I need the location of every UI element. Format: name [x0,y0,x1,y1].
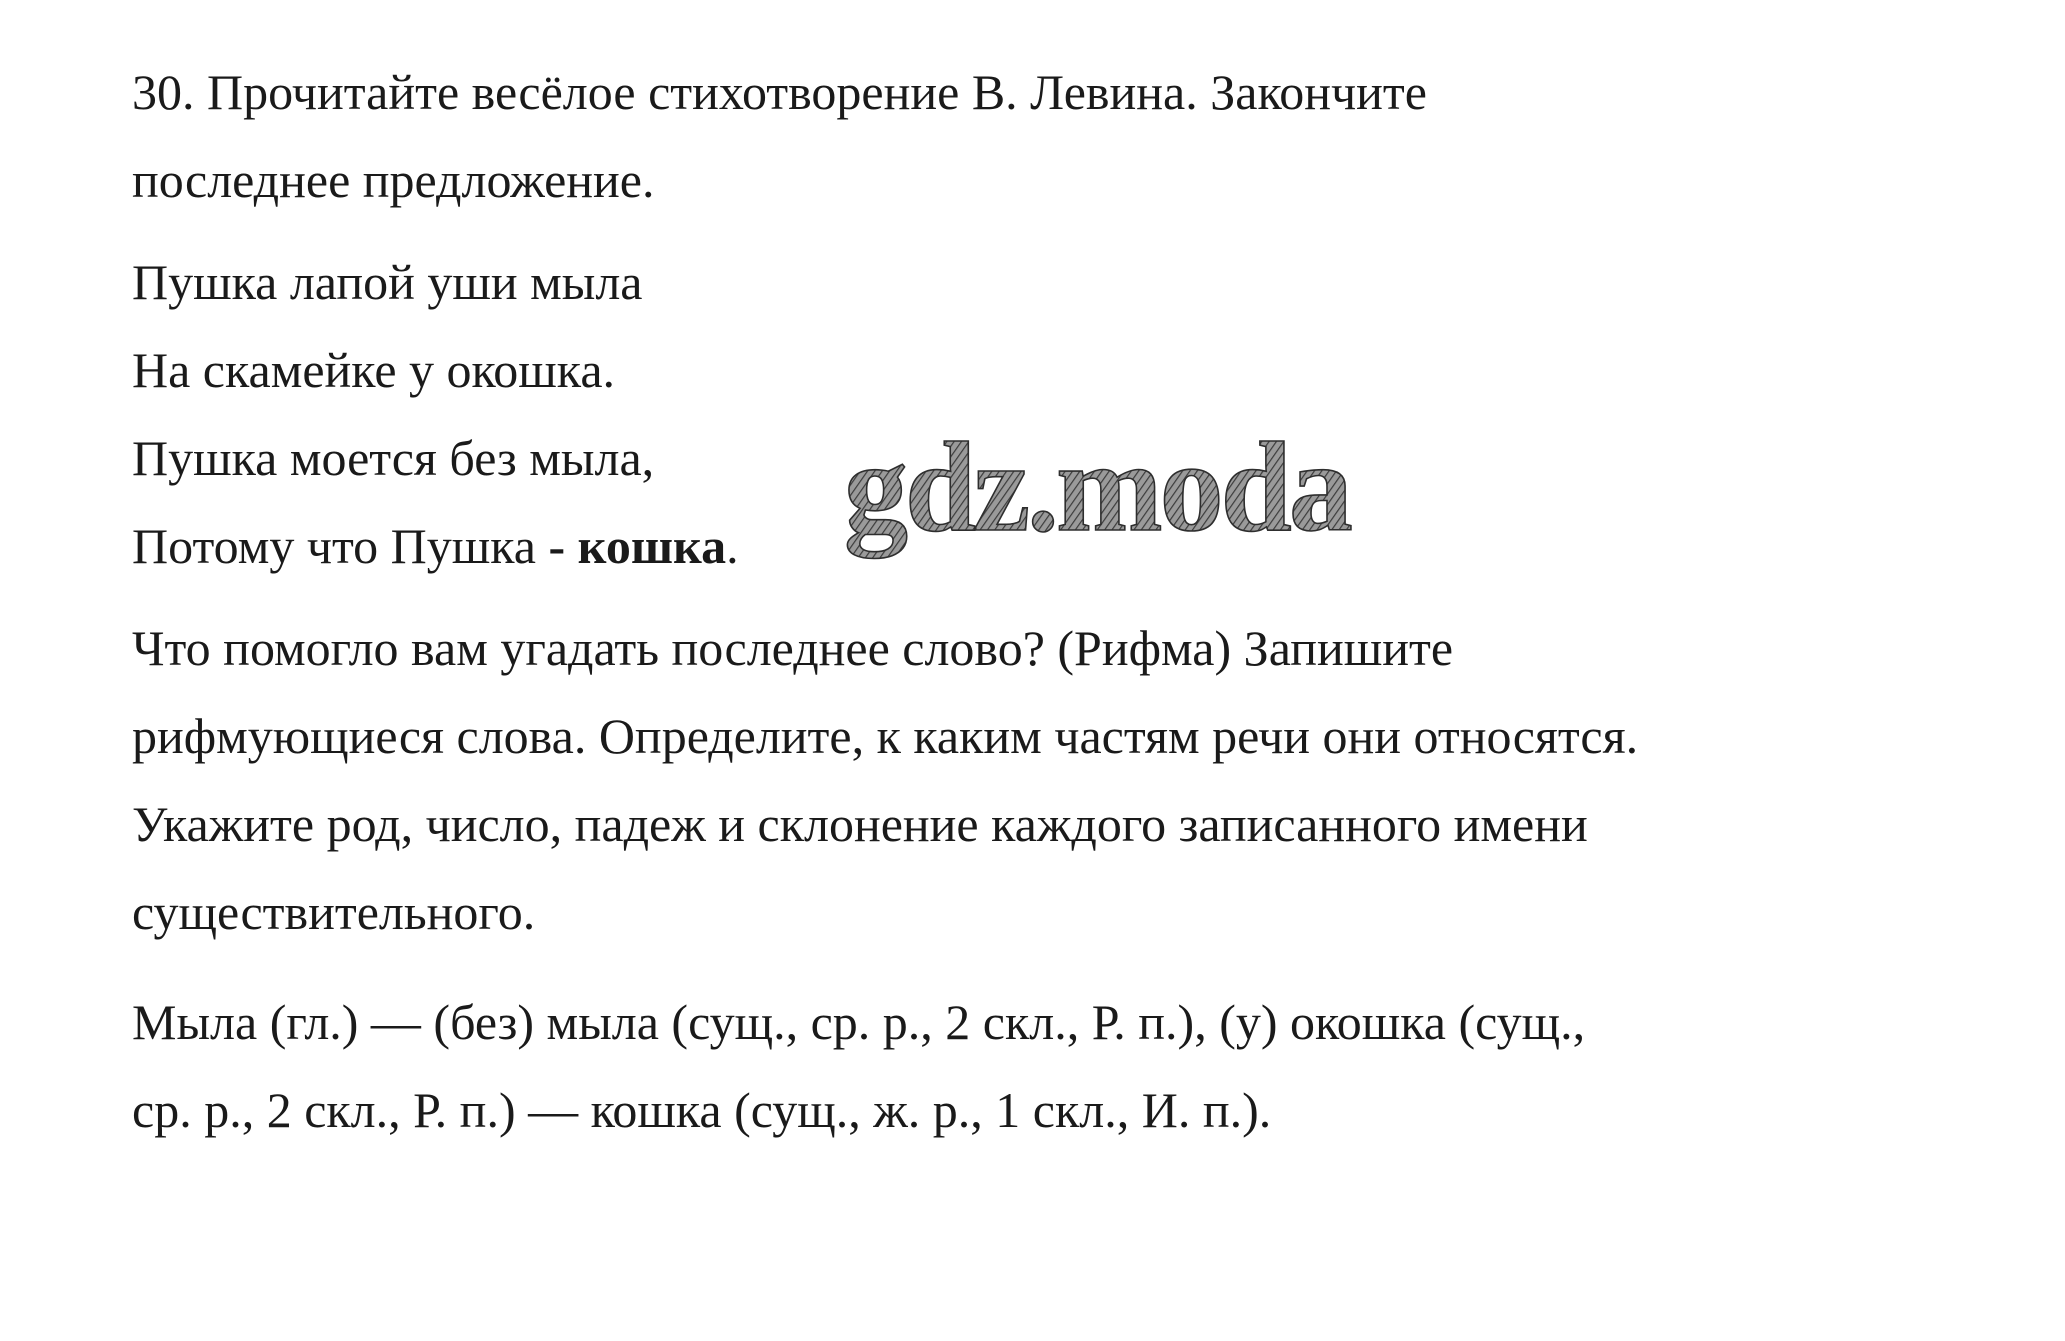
poem-answer-word: кошка [577,518,727,574]
poem-line: Пушка моется без мыла, [132,430,655,486]
poem-line: На скамейке у окошка. [132,342,616,398]
task-line: последнее предложение. [132,152,655,208]
poem-line-end: . [726,518,739,574]
document-page [132,48,1992,1154]
watermark-text: gdz.moda [844,418,1350,558]
answer-line: ср. р., 2 скл., Р. п.) — кошка (сущ., ж. р., 1 скл., И. п.). [132,1082,1272,1138]
question-line: Что помогло вам угадать последнее слово? (Рифма) Запишите [132,620,1454,676]
task-header [132,48,1992,224]
poem-dash: - [548,518,566,574]
answer-line: Мыла (гл.) — (без) мыла (сущ., ср. р., 2 скл., Р. п.), (у) окошка (сущ., [132,994,1586,1050]
question-line: Укажите род, число, падеж и склонение каждого записанного имени [132,796,1588,852]
watermark-logo [838,418,1418,578]
task-line: 30. Прочитайте весёлое стихотворение В. Левина. Закончите [132,64,1427,120]
answer [132,978,1992,1154]
question [132,604,1992,956]
question-line: рифмующиеся слова. Определите, к каким частям речи они относятся. [132,708,1639,764]
poem-line-prefix: Потому что Пушка [132,518,537,574]
question-line: существительного. [132,884,536,940]
poem-line: Пушка лапой уши мыла [132,254,643,310]
